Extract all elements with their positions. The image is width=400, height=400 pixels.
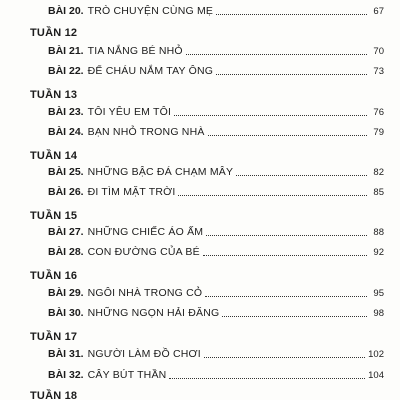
lesson-number: BÀI 31. — [48, 348, 84, 360]
page-number: 76 — [373, 107, 384, 118]
toc-entry[interactable] — [48, 286, 384, 300]
page-number: 102 — [368, 349, 384, 360]
week-heading: TUẦN 14 — [30, 150, 78, 162]
lesson-number: BÀI 27. — [48, 226, 84, 238]
toc-entry[interactable] — [48, 44, 384, 58]
lesson-title: BẠN NHỎ TRONG NHÀ — [87, 126, 205, 138]
dot-leader — [236, 174, 367, 176]
toc-entry[interactable] — [48, 4, 384, 18]
toc-entry[interactable] — [48, 125, 384, 139]
toc-entry[interactable] — [48, 368, 384, 382]
dot-leader — [208, 134, 367, 136]
page-number: 85 — [373, 187, 384, 198]
lesson-title: TÔI YÊU EM TÔI — [87, 106, 172, 118]
dot-leader — [216, 73, 367, 75]
page-number: 73 — [373, 66, 384, 77]
toc-entry[interactable] — [48, 185, 384, 199]
lesson-title: ĐI TÌM MẶT TRỜI — [87, 186, 176, 198]
page-number: 92 — [373, 247, 384, 258]
week-heading: TUẦN 13 — [30, 89, 78, 101]
lesson-title: NGƯỜI LÀM ĐỒ CHƠI — [87, 348, 201, 360]
lesson-number: BÀI 20. — [48, 5, 84, 17]
toc-entry[interactable] — [48, 245, 384, 259]
dot-leader — [203, 254, 367, 256]
lesson-title: NHỮNG BẬC ĐÁ CHẠM MÂY — [87, 166, 234, 178]
page-number: 70 — [373, 46, 384, 57]
lesson-number: BÀI 26. — [48, 186, 84, 198]
lesson-title: NGÔI NHÀ TRONG CỎ — [87, 287, 203, 299]
page-number: 82 — [373, 167, 384, 178]
lesson-title: NHỮNG NGỌN HẢI ĐĂNG — [87, 307, 220, 319]
dot-leader — [186, 53, 367, 55]
lesson-title: CÂY BÚT THẦN — [87, 369, 167, 381]
week-heading: TUẦN 18 — [30, 390, 78, 400]
dot-leader — [169, 377, 365, 379]
page-number: 79 — [373, 127, 384, 138]
page-number: 88 — [373, 227, 384, 238]
toc-entry[interactable] — [48, 105, 384, 119]
week-heading: TUẦN 16 — [30, 270, 78, 282]
page-number: 95 — [373, 288, 384, 299]
lesson-number: BÀI 29. — [48, 287, 84, 299]
toc-entry[interactable] — [48, 347, 384, 361]
week-heading: TUẦN 15 — [30, 210, 78, 222]
lesson-number: BÀI 21. — [48, 45, 84, 57]
lesson-title: TIA NẮNG BÉ NHỎ — [87, 45, 183, 57]
week-heading: TUẦN 17 — [30, 331, 78, 343]
dot-leader — [174, 114, 367, 116]
dot-leader — [222, 315, 367, 317]
lesson-title: TRÒ CHUYỆN CÙNG MẸ — [87, 5, 214, 17]
lesson-number: BÀI 25. — [48, 166, 84, 178]
week-heading: TUẦN 12 — [30, 27, 78, 39]
lesson-number: BÀI 30. — [48, 307, 84, 319]
lesson-title: CON ĐƯỜNG CỦA BÉ — [87, 246, 200, 258]
page-number: 67 — [373, 6, 384, 17]
dot-leader — [205, 295, 367, 297]
toc-entry[interactable] — [48, 64, 384, 78]
toc-entry[interactable] — [48, 165, 384, 179]
toc-entry[interactable] — [48, 225, 384, 239]
dot-leader — [178, 194, 367, 196]
lesson-number: BÀI 22. — [48, 65, 84, 77]
lesson-title: ĐỂ CHÁU NẮM TAY ÔNG — [87, 65, 214, 77]
dot-leader — [216, 13, 367, 15]
dot-leader — [204, 356, 365, 358]
lesson-number: BÀI 28. — [48, 246, 84, 258]
page-number: 104 — [368, 370, 384, 381]
lesson-number: BÀI 24. — [48, 126, 84, 138]
dot-leader — [206, 234, 367, 236]
lesson-number: BÀI 23. — [48, 106, 84, 118]
lesson-title: NHỮNG CHIẾC ÁO ẤM — [87, 226, 204, 238]
page-number: 98 — [373, 308, 384, 319]
lesson-number: BÀI 32. — [48, 369, 84, 381]
toc-entry[interactable] — [48, 306, 384, 320]
